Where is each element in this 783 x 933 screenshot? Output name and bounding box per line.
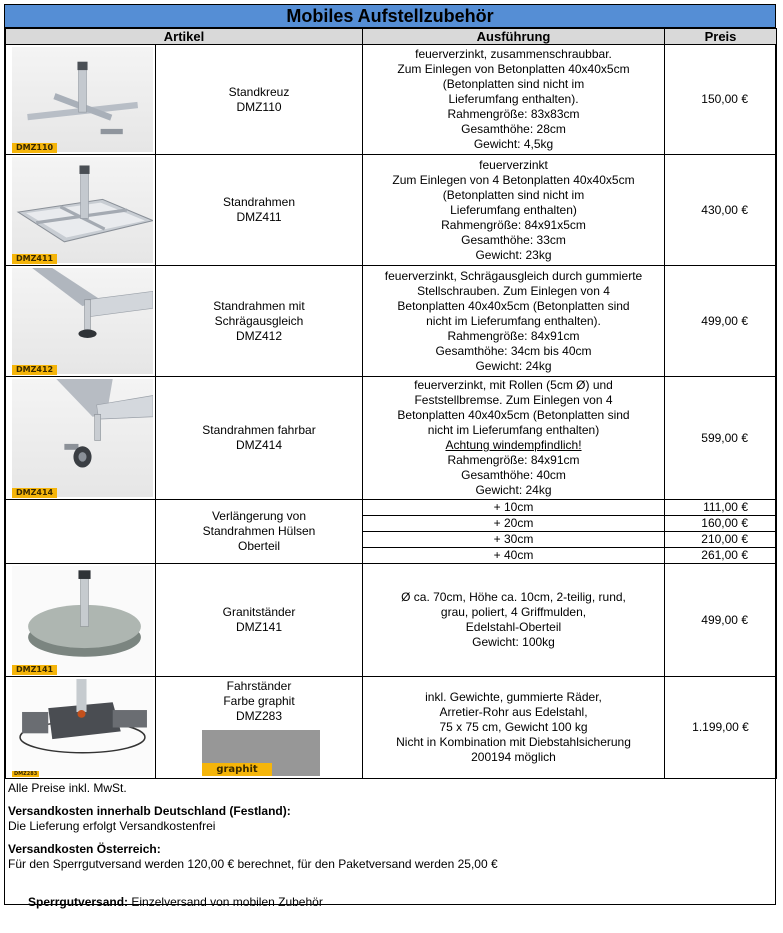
desc-line: Gesamthöhe: 28cm	[461, 122, 566, 136]
product-description	[363, 677, 665, 779]
name-line: Fahrständer	[226, 679, 292, 693]
standkreuz-image	[12, 47, 153, 152]
product-image-cell	[6, 377, 156, 500]
product-description	[363, 266, 665, 377]
swatch-label: graphit	[202, 763, 272, 776]
name-line: Oberteil	[237, 539, 281, 553]
desc-line: inkl. Gewichte, gummierte Räder,	[425, 690, 602, 704]
desc-line: feuerverzinkt, mit Rollen (5cm Ø) und	[414, 378, 613, 392]
desc-line: Rahmengröße: 84x91cm	[447, 328, 580, 343]
name-line: DMZ110	[236, 99, 282, 114]
table-row	[6, 155, 777, 266]
desc-line: 75 x 75 cm, Gewicht 100 kg	[439, 720, 588, 734]
desc-line: Gesamthöhe: 34cm bis 40cm	[435, 343, 592, 358]
product-name	[156, 677, 363, 779]
image-tag: DMZ414	[12, 488, 57, 498]
desc-line: grau, poliert, 4 Griffmulden,	[440, 605, 587, 619]
bulky-shipping-text: Einzelversand von mobilen Zubehör	[128, 895, 323, 909]
table-row	[6, 564, 777, 677]
empty-image-cell	[6, 500, 156, 564]
standrahmen-schraeg-image	[12, 268, 153, 374]
desc-line: Rahmengröße: 84x91x5cm	[441, 217, 586, 232]
image-tag: DMZ141	[12, 665, 57, 675]
product-table	[5, 28, 777, 779]
product-name	[156, 500, 363, 564]
option-label: + 10cm	[363, 500, 665, 516]
shipping-germany	[8, 804, 778, 834]
product-price: 150,00 €	[665, 45, 777, 155]
image-tag: DMZ110	[12, 143, 57, 153]
desc-line: Gewicht: 23kg	[475, 247, 552, 262]
desc-line: Zum Einlegen von Betonplatten 40x40x5cm	[397, 62, 630, 76]
name-line: DMZ411	[236, 210, 282, 224]
desc-line: 200194 möglich	[471, 750, 556, 764]
name-line: DMZ283	[235, 709, 282, 723]
desc-line: Gewicht: 24kg	[475, 483, 552, 497]
desc-line: Edelstahl-Oberteil	[465, 620, 562, 634]
name-line: DMZ414	[235, 438, 282, 452]
col-header-artikel: Artikel	[6, 29, 363, 45]
desc-line: nicht im Lieferumfang enthalten)	[427, 423, 600, 437]
name-line: Farbe graphit	[223, 694, 295, 708]
name-line: DMZ412	[235, 328, 282, 343]
option-price: 160,00 €	[665, 516, 777, 532]
name-line: DMZ141	[235, 620, 282, 634]
desc-line: feuerverzinkt	[479, 157, 548, 172]
table-row	[6, 377, 777, 500]
name-line: Standrahmen Hülsen	[202, 524, 316, 538]
desc-line: Gesamthöhe: 33cm	[461, 232, 566, 247]
product-description	[363, 377, 665, 500]
desc-line: Betonplatten 40x40x5cm (Betonplatten sind	[397, 408, 630, 422]
table-header	[6, 29, 777, 45]
table-row	[6, 45, 777, 155]
shipping-germany-heading: Versandkosten innerhalb Deutschland (Festland):	[8, 804, 291, 818]
desc-line: Lieferumfang enthalten).	[448, 92, 579, 106]
image-tag: DMZ411	[12, 254, 57, 264]
footer-notes	[5, 781, 778, 933]
name-line: Standrahmen	[222, 195, 296, 209]
name-line: Verlängerung von	[211, 509, 307, 523]
image-tag: DMZ283	[14, 771, 38, 777]
desc-line: Arretier-Rohr aus Edelstahl,	[439, 705, 588, 719]
name-line: Schrägausgleich	[214, 313, 304, 328]
product-price: 1.199,00 €	[665, 677, 777, 779]
option-label: + 30cm	[363, 532, 665, 548]
product-image-cell	[6, 677, 156, 779]
standrahmen-image	[12, 157, 153, 263]
table-row	[6, 266, 777, 377]
vat-note: Alle Preise inkl. MwSt.	[8, 781, 127, 795]
name-line: Granitständer	[222, 605, 296, 619]
product-description	[363, 45, 665, 155]
option-label: + 20cm	[363, 516, 665, 532]
desc-line: Rahmengröße: 83x83cm	[447, 107, 580, 121]
product-description	[363, 155, 665, 266]
desc-line: Ø ca. 70cm, Höhe ca. 10cm, 2-teilig, rund,	[401, 590, 626, 604]
desc-line: nicht im Lieferumfang enthalten).	[426, 313, 601, 328]
desc-line: Betonplatten 40x40x5cm (Betonplatten sind	[397, 298, 630, 313]
desc-line: feuerverzinkt, Schrägausgleich durch gummierte	[384, 268, 643, 283]
shipping-austria-text: Für den Sperrgutversand werden 120,00 € berechnet, für den Paketversand werden 25,00 €	[8, 857, 498, 871]
option-price: 111,00 €	[665, 500, 777, 516]
desc-line: feuerverzinkt, zusammenschraubbar.	[415, 47, 612, 61]
image-tag: DMZ412	[12, 365, 57, 375]
product-image-cell	[6, 45, 156, 155]
col-header-preis: Preis	[665, 29, 777, 45]
desc-line: Feststellbremse. Zum Einlegen von 4	[414, 393, 613, 407]
product-image-cell	[6, 266, 156, 377]
fahrstaender-image	[12, 679, 153, 776]
desc-line: Rahmengröße: 84x91cm	[447, 453, 580, 467]
price-sheet	[4, 4, 776, 909]
desc-line: Zum Einlegen von 4 Betonplatten 40x40x5cm	[392, 172, 635, 187]
product-description	[363, 564, 665, 677]
warning-note: Achtung windempfindlich!	[445, 438, 582, 452]
option-price: 210,00 €	[665, 532, 777, 548]
desc-line: (Betonplatten sind nicht im	[442, 77, 585, 91]
product-name	[156, 45, 363, 155]
name-line: Standkreuz	[228, 84, 290, 99]
desc-line: Gewicht: 4,5kg	[473, 137, 554, 151]
bulky-shipping	[8, 880, 778, 925]
table-row	[6, 677, 777, 779]
name-line: Standrahmen mit	[213, 298, 305, 313]
product-price: 599,00 €	[665, 377, 777, 500]
shipping-austria	[8, 842, 778, 872]
color-swatch-graphit	[202, 730, 320, 776]
desc-line: (Betonplatten sind nicht im	[442, 187, 585, 202]
granitstaender-image	[12, 566, 153, 674]
product-name	[156, 155, 363, 266]
product-price: 499,00 €	[665, 266, 777, 377]
standrahmen-fahrbar-image	[12, 379, 153, 497]
table-row	[6, 500, 777, 516]
bulky-shipping-heading: Sperrgutversand:	[28, 895, 129, 909]
desc-line: Gewicht: 100kg	[472, 635, 555, 649]
product-image-cell	[6, 564, 156, 677]
option-label: + 40cm	[363, 548, 665, 564]
page-title: Mobiles Aufstellzubehör	[5, 5, 775, 28]
option-price: 261,00 €	[665, 548, 777, 564]
shipping-austria-heading: Versandkosten Österreich:	[8, 842, 161, 856]
product-price: 499,00 €	[665, 564, 777, 677]
desc-line: Gesamthöhe: 40cm	[461, 468, 566, 482]
product-name	[156, 266, 363, 377]
col-header-ausfuehrung: Ausführung	[363, 29, 665, 45]
desc-line: Nicht in Kombination mit Diebstahlsicherung	[396, 735, 631, 749]
shipping-germany-text: Die Lieferung erfolgt Versandkostenfrei	[8, 819, 216, 833]
name-line: Standrahmen fahrbar	[202, 423, 316, 437]
product-name	[156, 377, 363, 500]
desc-line: Lieferumfang enthalten)	[450, 202, 577, 217]
product-image-cell	[6, 155, 156, 266]
product-price: 430,00 €	[665, 155, 777, 266]
desc-line: Gewicht: 24kg	[475, 358, 552, 373]
desc-line: Stellschrauben. Zum Einlegen von 4	[417, 283, 610, 298]
product-name	[156, 564, 363, 677]
